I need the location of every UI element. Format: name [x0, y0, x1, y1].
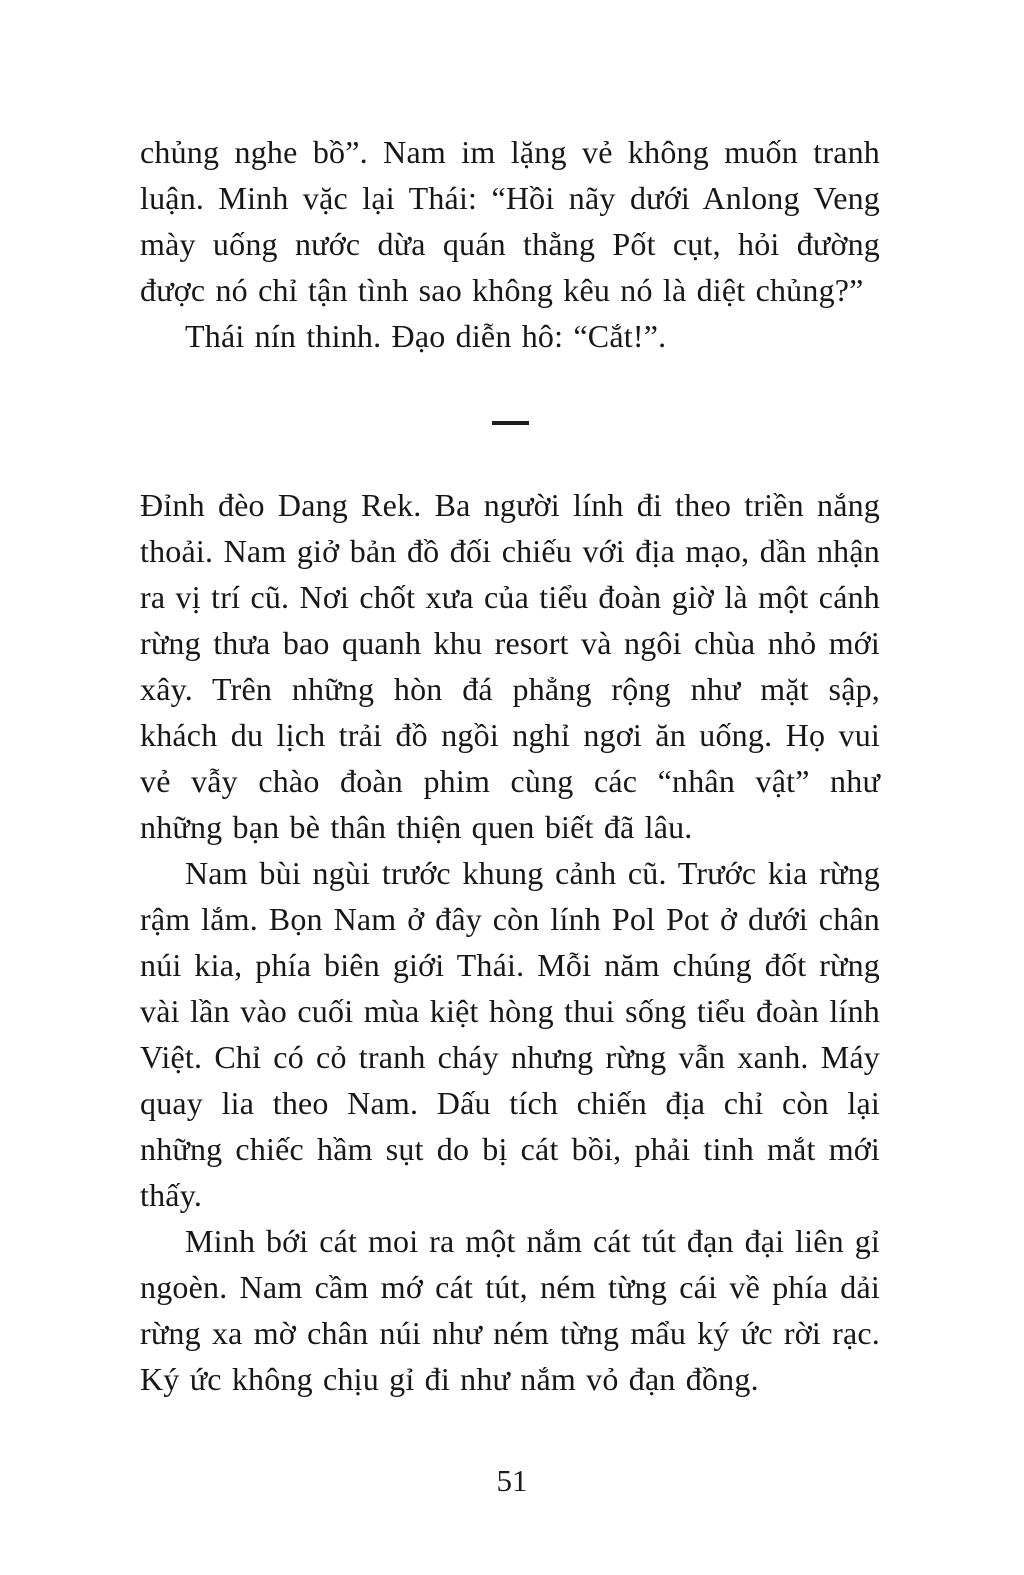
- paragraph-body: Minh bới cát moi ra một nắm cát tút đạn đại liên gỉ ngoèn. Nam cầm mớ cát tút, ném từng cái về phía dải rừng xa mờ chân núi như ném từng mẩu ký ức rời rạc. Ký ức không chịu gỉ đi như nắm vỏ đạn đồng.: [140, 1223, 880, 1397]
- paragraph-body: Nam bùi ngùi trước khung cảnh cũ. Trước kia rừng rậm lắm. Bọn Nam ở đây còn lính Pol Pot ở dưới chân núi kia, phía biên giới Thái. Mỗi năm chúng đốt rừng vài lần vào cuối mùa kiệt hòng thui sống tiểu đoàn lính Việt. Chỉ có cỏ tranh cháy nhưng rừng vẫn xanh. Máy quay lia theo Nam. Dấu tích chiến địa chỉ còn lại những chiếc hầm sụt do bị cát bồi, phải tinh mắt mới thấy.: [140, 855, 880, 1213]
- page-footer: [0, 1462, 1024, 1500]
- page-number: 51: [496, 1463, 528, 1498]
- page-text-block: [140, 129, 880, 1402]
- paragraph-section-opening: Đỉnh đèo Dang Rek. Ba người lính đi theo triền nắng thoải. Nam giở bản đồ đối chiếu với địa mạo, dần nhận ra vị trí cũ. Nơi chốt xưa của tiểu đoàn giờ là một cánh rừng thưa bao quanh khu resort và ngôi chùa nhỏ mới xây. Trên những hòn đá phẳng rộng như mặt sập, khách du lịch trải đồ ngồi nghỉ ngơi ăn uống. Họ vui vẻ vẫy chào đoàn phim cùng các “nhân vật” như những bạn bè thân thiện quen biết đã lâu.: [140, 487, 880, 845]
- paragraph-dialogue-close: Thái nín thinh. Đạo diễn hô: “Cắt!”.: [185, 318, 667, 354]
- paragraph-continuation: chủng nghe bồ”. Nam im lặng vẻ không muốn tranh luận. Minh vặc lại Thái: “Hồi nãy dưới Anlong Veng mày uống nước dừa quán thằng Pốt cụt, hỏi đường được nó chỉ tận tình sao không kêu nó là diệt chủng?”: [140, 134, 880, 308]
- scene-break-divider: [492, 421, 529, 425]
